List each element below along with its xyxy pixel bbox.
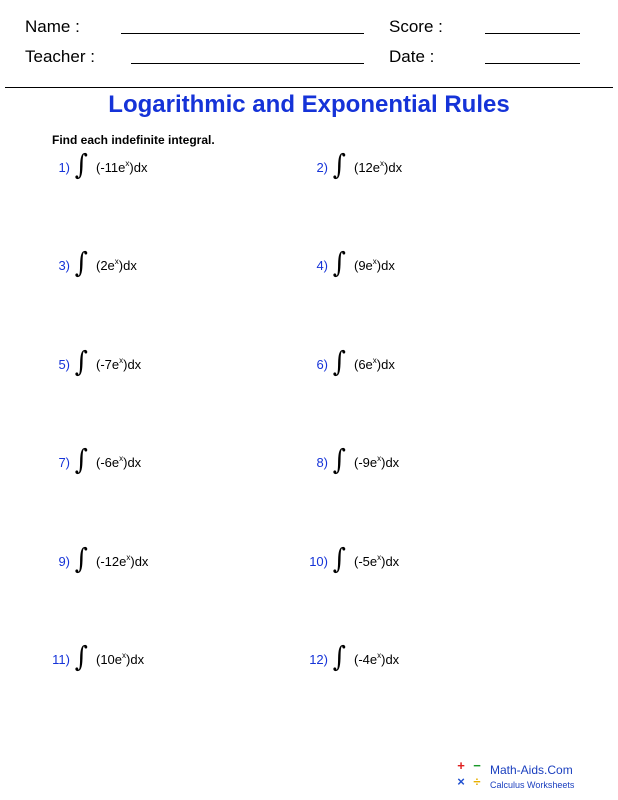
- integral-symbol: ∫: [74, 148, 88, 181]
- integral-symbol: ∫: [332, 443, 346, 476]
- problem-expression: $(2e^x)dx$: [96, 256, 137, 273]
- integral-symbol: ∫: [332, 345, 346, 378]
- problem-number: 5): [58, 357, 70, 372]
- integral-symbol: ∫: [332, 246, 346, 279]
- integral-symbol: ∫: [74, 443, 88, 476]
- problem-item: [0, 148, 240, 188]
- problem-item: [258, 443, 498, 483]
- integral-symbol: ∫: [332, 148, 346, 181]
- score-label: Score :: [389, 17, 443, 36]
- problem-expression: $(9e^x)dx$: [354, 256, 395, 273]
- problem-item: [0, 443, 240, 483]
- problem-expression: $(-11e^x)dx$: [96, 158, 148, 175]
- problem-number: 7): [58, 455, 70, 470]
- problem-number: 6): [316, 357, 328, 372]
- problem-expression: $(-6e^x)dx$: [96, 453, 142, 470]
- date-label: Date :: [389, 47, 435, 66]
- problem-number: 11): [52, 652, 70, 667]
- integral-symbol: ∫: [74, 542, 88, 575]
- problem-number: 2): [316, 160, 328, 175]
- integral-symbol: ∫: [332, 640, 346, 673]
- teacher-field[interactable]: [131, 63, 364, 64]
- brand-subtitle: Calculus Worksheets: [490, 780, 575, 790]
- problem-expression: $(6e^x)dx$: [354, 355, 395, 372]
- problem-item: [258, 246, 498, 286]
- problem-expression: $(-7e^x)dx$: [96, 355, 142, 372]
- integral-symbol: ∫: [74, 345, 88, 378]
- problem-item: [0, 542, 240, 582]
- problem-item: [258, 542, 498, 582]
- problem-expression: $(10e^x)dx$: [96, 650, 145, 667]
- integral-symbol: ∫: [74, 640, 88, 673]
- problem-number: 4): [316, 258, 328, 273]
- instructions: Find each indefinite integral.: [52, 133, 215, 147]
- problem-number: 10): [309, 554, 328, 569]
- problem-item: [258, 640, 498, 680]
- problem-item: [0, 345, 240, 385]
- problem-expression: $(12e^x)dx$: [354, 158, 403, 175]
- minus-icon: −: [473, 758, 481, 773]
- problem-number: 9): [58, 554, 70, 569]
- problem-expression: $(-12e^x)dx$: [96, 552, 149, 569]
- times-icon: ×: [457, 774, 465, 789]
- problem-item: [258, 345, 498, 385]
- problem-expression: $(-5e^x)dx$: [354, 552, 400, 569]
- header-divider: [5, 87, 613, 88]
- problem-expression: $(-4e^x)dx$: [354, 650, 400, 667]
- problem-item: [0, 246, 240, 286]
- problem-item: [0, 640, 240, 680]
- plus-icon: +: [457, 758, 465, 773]
- name-field[interactable]: [121, 33, 364, 34]
- name-label: Name :: [25, 17, 80, 36]
- problem-expression: $(-9e^x)dx$: [354, 453, 400, 470]
- teacher-label: Teacher :: [25, 47, 95, 66]
- integral-symbol: ∫: [74, 246, 88, 279]
- math-aids-logo-icon[interactable]: [454, 759, 486, 791]
- problem-number: 12): [309, 652, 328, 667]
- integral-symbol: ∫: [332, 542, 346, 575]
- brand-link[interactable]: Math-Aids.Com: [490, 763, 573, 777]
- problem-number: 8): [316, 455, 328, 470]
- problem-number: 3): [58, 258, 70, 273]
- date-field[interactable]: [485, 63, 580, 64]
- problem-item: [258, 148, 498, 188]
- divide-icon: ÷: [473, 774, 481, 789]
- page-title: Logarithmic and Exponential Rules: [108, 91, 510, 118]
- score-field[interactable]: [485, 33, 580, 34]
- problem-number: 1): [58, 160, 70, 175]
